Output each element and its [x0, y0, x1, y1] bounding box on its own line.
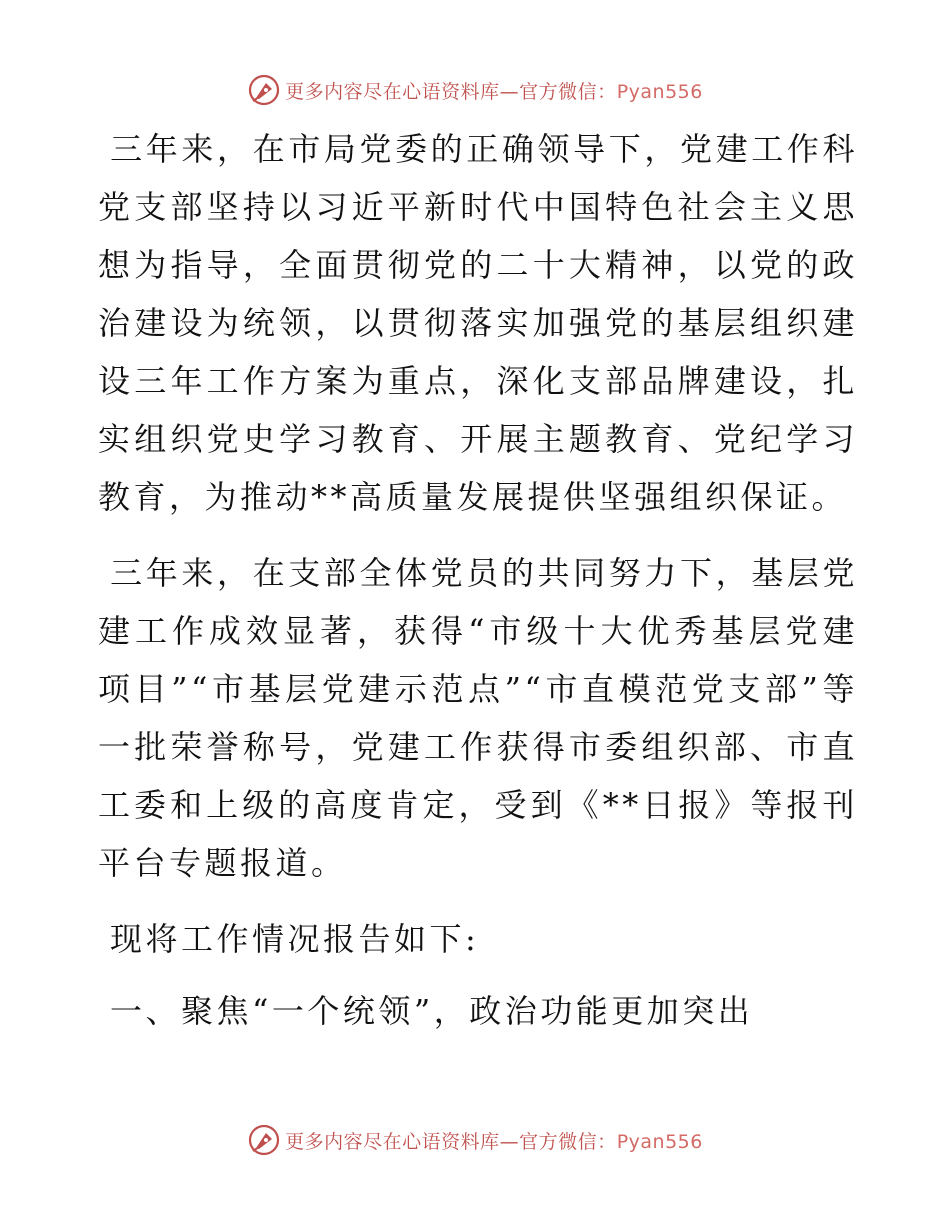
paragraph-1 [98, 120, 858, 526]
watermark-text [285, 1127, 703, 1154]
watermark-dash: — [499, 80, 520, 103]
section-heading-1 [98, 982, 858, 1040]
paragraph-2 [98, 544, 858, 892]
paragraph-3 [98, 910, 858, 968]
paragraph-1-text: 三年来，在市局党委的正确领导下，党建工作科党支部坚持以习近平新时代中国特色社会主义思想为指导，全面贯彻党的二十大精神，以党的政治建设为统领，以贯彻落实加强党的基层组织建设三年工作方案为重点，深化支部品牌建设，扎实组织党史学习教育、开展主题教育、党纪学习教育，为推动**高质量发展提供坚强组织保证。 [98, 130, 858, 516]
document-body [98, 120, 858, 1040]
watermark-wechat-id: Pyan556 [616, 1130, 703, 1153]
paragraph-2-text: 三年来，在支部全体党员的共同努力下，基层党建工作成效显著，获得“市级十大优秀基层党建项目”“市基层党建示范点”“市直模范党支部”等一批荣誉称号，党建工作获得市委组织部、市直工委和上级的高度肯定，受到《**日报》等报刊平台专题报道。 [98, 554, 858, 882]
header-watermark [0, 70, 950, 110]
watermark-text [285, 77, 703, 104]
pen-nib-logo-icon [247, 1123, 281, 1157]
watermark-wechat-label: 官方微信： [519, 80, 617, 103]
watermark-wechat-label: 官方微信： [519, 1130, 617, 1153]
watermark-wechat-id: Pyan556 [616, 80, 703, 103]
footer-watermark [0, 1120, 950, 1160]
watermark-dash: — [499, 1130, 520, 1153]
section-heading-1-text: 一、聚焦“一个统领”，政治功能更加突出 [110, 992, 754, 1030]
paragraph-3-text: 现将工作情况报告如下: [110, 920, 480, 958]
watermark-main: 更多内容尽在心语资料库 [285, 80, 500, 103]
watermark-main: 更多内容尽在心语资料库 [285, 1130, 500, 1153]
pen-nib-logo-icon [247, 73, 281, 107]
